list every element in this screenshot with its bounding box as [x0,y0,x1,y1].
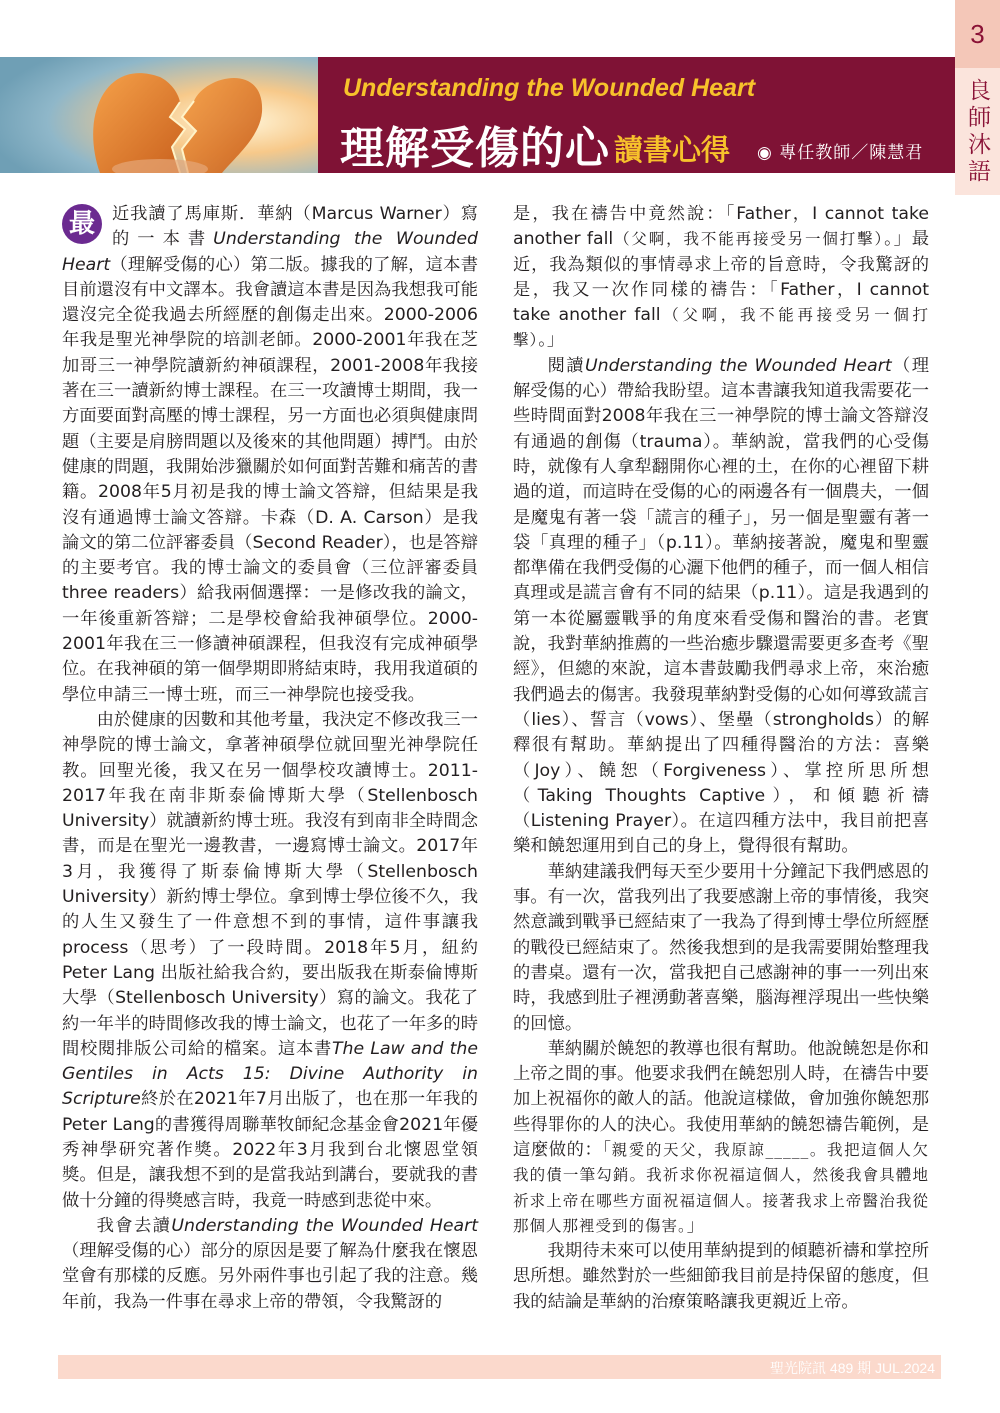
paragraph: 華納建議我們每天至少要用十分鐘記下我們感恩的事。有一次，當我列出了我要感謝上帝的事情後，我突然意識到戰爭已經結束了一我為了得到博士學位所經歷的戰役已經結束了。然後我想到的是我需要開始整理我的書桌。還有一次，當我把自己感謝神的事一一列出來時，我感到肚子裡湧動著喜樂，腦海裡浮現出一些快樂的回憶。 [513,861,929,1034]
title-zh: 理解受傷的心 [340,123,610,174]
text-span: 近我讀了馬庫斯．華納（Marcus Warner）寫的一本書 [112,204,478,250]
text-span: 由於健康的因數和其他考量，我決定不修改我三一神學院的博士論文，拿著神碩學位就回聖光神學院任教。回聖光後，我又在另一個學校攻讀博士。2011-2017年我在南非斯泰倫博斯大學（Stellenbosch University）就讀新約博士班。我沒有到南非全時間念書，而是在聖光一邊教書，一邊寫博士論文。2017年3月，我獲得了斯泰倫博斯大學（Stellenbosch University）新約博士學位。拿到博士學位後不久，我的人生又發生了一件意想不到的事情，這件事讓我process（思考）了一段時間。2018年5月，紐約Peter Lang 出版社給我合約，要出版我在斯泰倫博斯大學（Stellenbosch University）寫的論文。我花了約一年半的時間修改我的博士論文，也花了一年多的時間校閱排版公司給的檔案。這本書 [62,709,478,1059]
text-span: （理解受傷的心）帶給我盼望。這本書讓我知道我需要花一些時間面對2008年我在三一神學院的博士論文答辯沒有通過的創傷（trauma）。華納說，當我們的心受傷時，就像有人拿犁翻開你心裡的土，在你的心裡留下耕過的道，而這時在受傷的心的兩邊各有一個農夫，一個是魔鬼有著一袋「謊言的種子」，另一個是聖靈有著一袋「真理的種子」（p.11）。華納接著說，魔鬼和聖靈都準備在我們受傷的心灑下他們的種子，而一個人相信真理或是謊言會有不同的結果（p.11）。這是我遇到的第一本從屬靈戰爭的角度來看受傷和醫治的書。老實說，我對華納推薦的一些治癒步驟還需要更多查考《聖經》，但總的來說，這本書鼓勵我們尋求上帝，來治癒我們過去的傷害。我發現華納對受傷的心如何導致謊言（lies）、誓言（vows）、堡壘（strongholds）的解釋很有幫助。華納提出了四種得醫治的方法：喜樂（Joy）、饒恕（Forgiveness）、掌控所思所想（Taking Thoughts Captive），和傾聽祈禱（Listening Prayer）。在這四種方法中，我目前把喜樂和饒恕運用到自己的身上，覺得很有幫助。 [513,355,929,857]
book-title: The Law and the Gentiles in Acts 15: Divine Authority in Scripture [62,1038,478,1110]
paragraph [513,202,929,354]
text-span: 終於在2021年7月出版了，也在那一年我的Peter Lang的書獲得周聯華牧師紀念基金會2021年優秀神學研究著作獎。2022年3月我到台北懷恩堂領獎。但是，讓我想不到的是當我站到講台，要就我的書做十分鐘的得獎感言時，我竟一時感到悲從中來。 [62,1089,478,1211]
prayer-text: （父啊，我不能再接受另一個打擊） [613,230,885,249]
paragraph [513,1037,929,1239]
text-span: 。」 [538,330,565,351]
text-span: 。」最近，我為類似的事情尋求上帝的旨意時，令我驚訝的是，我又一次作同樣的禱告：「Father，I cannot take another fall [513,229,929,326]
column-name: 良師沐語 [964,78,990,186]
title-en: Understanding the Wounded Heart [343,74,756,102]
subtitle-zh: 讀書心得 [614,133,731,167]
paragraph [62,708,478,1214]
book-title: Understanding the Wounded Heart [584,355,892,376]
text-span: 閱讀 [547,355,585,376]
text-span: 」 [686,1215,705,1236]
paragraph [62,1214,478,1315]
text-span: 我會去讀 [96,1215,172,1236]
drop-cap: 最 [62,204,102,244]
page-number: 3 [955,0,1000,68]
prayer-text: （父啊，我不能再接受另一個打擊） [513,306,929,350]
text-span: （理解受傷的心）第二版。據我的了解，這本書目前還沒有中文譯本。我會讀這本書是因為我想我可能還沒完全從我過去所經歷的創傷走出來。2000-2006年我是聖光神學院的培訓老師。2000-2001年我在芝加哥三一神學院讀新約神碩課程，2001-2008年我接著在三一讀新約博士課程。在三一攻讀博士期間，我一方面要面對高壓的博士課程，另一方面也必須與健康問題（主要是肩膀問題以及後來的其他問題）搏鬥。由於健康的問題，我開始涉獵關於如何面對苦難和痛苦的書籍。2008年5月初是我的博士論文答辯，但結果是我沒有通過博士論文答辯。卡森（D. A. Carson）是我論文的第二位評審委員（Second Reader），也是答辯的主要考官。我的博士論文的委員會（三位評審委員three readers）給我兩個選擇：一是修改我的論文，一年後重新答辯；二是學校會給我神碩學位。2000-2001年我在三一修讀神碩課程，但我沒有完成神碩學位。在我神碩的第一個學期即將結束時，我用我道碩的學位申請三一博士班，而三一神學院也接受我。 [62,254,478,705]
text-span: 華納關於饒恕的教導也很有幫助。他說饒恕是你和上帝之間的事。他要求我們在饒恕別人時，在禱告中要加上祝福你的敵人的話。他說這樣做，會加強你饒恕那些得罪你的人的決心。我使用華納的饒恕禱告範例，是這麼做的：「 [513,1038,929,1160]
text-span: （理解受傷的心）部分的原因是要了解為什麼我在懷恩堂會有那樣的反應。另外兩件事也引起了我的注意。幾年前，我為一件事在尋求上帝的帶領，令我驚訝的 [62,1241,478,1312]
prayer-text: 親愛的天父，我原諒_____。我把這個人欠我的債一筆勾銷。我祈求你祝福這個人，然後我會具體地祈求上帝在哪些方面祝福這個人。接著我求上帝醫治我從那個人那裡受到的傷害。 [513,1140,929,1235]
text-span: 是，我在禱告中竟然說：「Father，I cannot take another fall [513,204,929,250]
paragraph [62,202,478,708]
footer-issue: 聖光院訊 489 期 JUL.2024 [770,1360,935,1376]
paragraph: 我期待未來可以使用華納提到的傾聽祈禱和掌控所思所想。雖然對於一些細節我目前是持保留的態度，但我的結論是華納的治療策略讓我更親近上帝。 [513,1241,929,1312]
book-title: Understanding the Wounded Heart [62,229,478,275]
article-right-column [513,202,929,1315]
article-left-column [62,202,478,1315]
header-photo [0,57,318,173]
book-title: Understanding the Wounded Heart [171,1215,478,1236]
author-byline: ◉ 專任教師／陳慧君 [757,143,924,163]
paper-heart-icon [0,57,318,173]
paragraph [513,354,929,860]
